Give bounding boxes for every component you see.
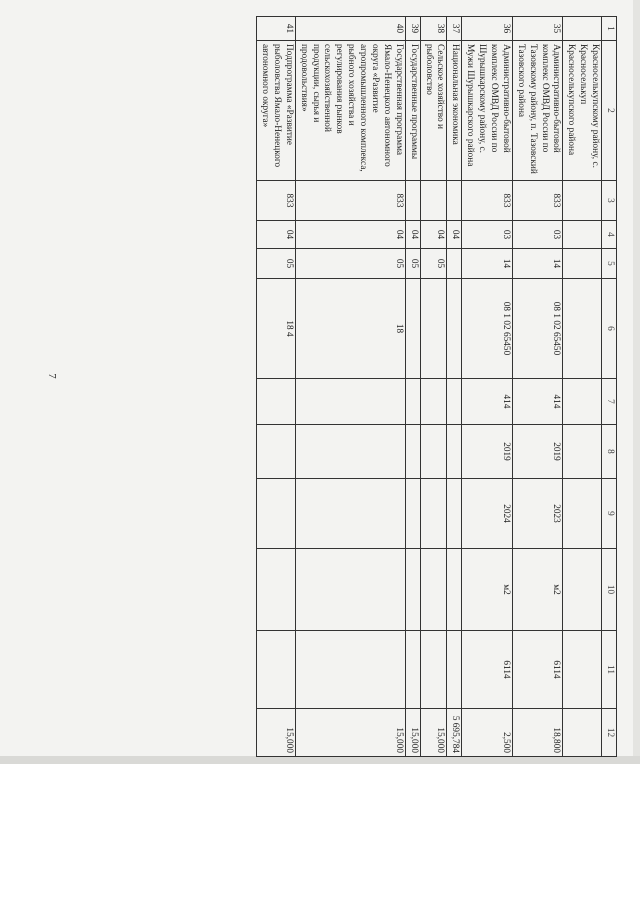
table-cell: 833 bbox=[257, 181, 296, 221]
budget-table bbox=[256, 16, 617, 757]
table-cell: 04 bbox=[420, 221, 447, 249]
row-number-cell: 38 bbox=[420, 17, 447, 41]
scan-edge-right bbox=[633, 0, 640, 762]
table-cell bbox=[405, 479, 420, 549]
table-cell: 18,800 bbox=[512, 709, 563, 757]
table-cell: 05 bbox=[295, 249, 405, 279]
col-header: 7 bbox=[602, 379, 617, 425]
col-header: 9 bbox=[602, 479, 617, 549]
table-cell bbox=[563, 279, 602, 379]
row-number-cell: 36 bbox=[462, 17, 513, 41]
row-number-cell: 40 bbox=[295, 17, 405, 41]
row-name-cell: Административно-бытовой комплекс ОМВД России по Тазовскому району, п. Тазовский Тазовского района bbox=[512, 41, 563, 181]
table-row bbox=[447, 17, 462, 757]
row-number-cell bbox=[563, 17, 602, 41]
table-cell: 15,000 bbox=[257, 709, 296, 757]
row-name-cell: Государственная программа Ямало-Ненецкого автономного округа «Развитие агропромышленного комплекса, рыбного хозяйства и регулирования рынков сельскохозяйственной продукции, сырья и продовольствия» bbox=[295, 41, 405, 181]
row-name-cell: Красноселькупскому району, с. Красноселькуп Красноселькупского района bbox=[563, 41, 602, 181]
scan-edge-bottom bbox=[0, 756, 640, 764]
table-cell: 18 bbox=[295, 279, 405, 379]
row-name-cell: Сельское хозяйство и рыболовство bbox=[420, 41, 447, 181]
table-cell bbox=[405, 181, 420, 221]
table-cell: 2024 bbox=[462, 479, 513, 549]
table-cell: 833 bbox=[512, 181, 563, 221]
table-cell bbox=[563, 221, 602, 249]
table-cell bbox=[257, 479, 296, 549]
table-cell: 08 1 02 65450 bbox=[462, 279, 513, 379]
table-cell bbox=[563, 479, 602, 549]
table-body bbox=[257, 17, 602, 757]
table-cell: 2,500 bbox=[462, 709, 513, 757]
table-cell: м2 bbox=[512, 549, 563, 631]
table-row bbox=[405, 17, 420, 757]
table-cell: 2023 bbox=[512, 479, 563, 549]
table-cell: 833 bbox=[295, 181, 405, 221]
table-row bbox=[257, 17, 296, 757]
table-cell bbox=[563, 425, 602, 479]
table-cell bbox=[420, 479, 447, 549]
page-number: 7 bbox=[45, 373, 58, 379]
table-cell: 18 4 bbox=[257, 279, 296, 379]
col-header: 6 bbox=[602, 279, 617, 379]
col-header: 2 bbox=[602, 41, 617, 181]
row-name-cell: Подпрограмма «Развитие рыболовства Ямало-Ненецкого автономного округа» bbox=[257, 41, 296, 181]
col-header: 8 bbox=[602, 425, 617, 479]
table-cell bbox=[447, 379, 462, 425]
row-number-cell: 39 bbox=[405, 17, 420, 41]
table-cell bbox=[447, 279, 462, 379]
table-cell bbox=[405, 379, 420, 425]
row-number-cell: 41 bbox=[257, 17, 296, 41]
table-cell bbox=[563, 181, 602, 221]
table-cell bbox=[447, 425, 462, 479]
table-cell bbox=[405, 425, 420, 479]
table-cell bbox=[447, 181, 462, 221]
table-cell: 05 bbox=[257, 249, 296, 279]
col-header: 3 bbox=[602, 181, 617, 221]
table-cell bbox=[563, 709, 602, 757]
table-cell: 15,000 bbox=[405, 709, 420, 757]
table-cell: 2019 bbox=[462, 425, 513, 479]
table-cell bbox=[295, 549, 405, 631]
table-cell: 08 1 02 65450 bbox=[512, 279, 563, 379]
table-cell: 04 bbox=[447, 221, 462, 249]
table-cell: 14 bbox=[512, 249, 563, 279]
table-cell bbox=[257, 425, 296, 479]
table-row bbox=[420, 17, 447, 757]
table-cell: 05 bbox=[420, 249, 447, 279]
table-cell bbox=[295, 425, 405, 479]
table-cell bbox=[295, 379, 405, 425]
table-cell bbox=[405, 279, 420, 379]
rotated-table-container bbox=[97, 16, 617, 756]
col-header: 11 bbox=[602, 631, 617, 709]
table-cell bbox=[447, 631, 462, 709]
table-cell: 04 bbox=[405, 221, 420, 249]
row-name-cell: Государственные программы bbox=[405, 41, 420, 181]
table-cell: 14 bbox=[462, 249, 513, 279]
table-cell bbox=[257, 549, 296, 631]
table-cell bbox=[295, 631, 405, 709]
table-cell: 03 bbox=[462, 221, 513, 249]
row-name-cell: Национальная экономика bbox=[447, 41, 462, 181]
table-cell bbox=[563, 249, 602, 279]
table-cell bbox=[447, 249, 462, 279]
table-cell bbox=[257, 631, 296, 709]
table-cell bbox=[405, 549, 420, 631]
table-cell bbox=[420, 549, 447, 631]
table-row bbox=[512, 17, 563, 757]
col-header: 10 bbox=[602, 549, 617, 631]
table-cell: 414 bbox=[462, 379, 513, 425]
table-cell bbox=[405, 631, 420, 709]
col-header: 5 bbox=[602, 249, 617, 279]
header-row bbox=[602, 17, 617, 757]
table-row bbox=[295, 17, 405, 757]
table-row bbox=[462, 17, 513, 757]
row-name-cell: Административно-бытовой комплекс ОМВД России по Шурышкарскому району, с. Мужи Шурышкарского района bbox=[462, 41, 513, 181]
table-cell: 6114 bbox=[512, 631, 563, 709]
table-cell: 04 bbox=[257, 221, 296, 249]
table-cell: 414 bbox=[512, 379, 563, 425]
table-cell: 04 bbox=[295, 221, 405, 249]
col-header: 4 bbox=[602, 221, 617, 249]
table-cell bbox=[563, 631, 602, 709]
row-number-cell: 37 bbox=[447, 17, 462, 41]
table-cell bbox=[295, 479, 405, 549]
table-cell: 833 bbox=[462, 181, 513, 221]
table-cell bbox=[447, 549, 462, 631]
table-cell: 15,000 bbox=[420, 709, 447, 757]
table-cell bbox=[420, 425, 447, 479]
table-cell: 15,000 bbox=[295, 709, 405, 757]
table-cell: 03 bbox=[512, 221, 563, 249]
col-header: 1 bbox=[602, 17, 617, 41]
table-cell: 5 695,784 bbox=[447, 709, 462, 757]
table-cell: 2019 bbox=[512, 425, 563, 479]
table-cell bbox=[420, 181, 447, 221]
table-cell bbox=[420, 379, 447, 425]
table-cell bbox=[447, 479, 462, 549]
table-cell bbox=[563, 379, 602, 425]
table-cell: м2 bbox=[462, 549, 513, 631]
col-header: 12 bbox=[602, 709, 617, 757]
table-cell: 05 bbox=[405, 249, 420, 279]
row-number-cell: 35 bbox=[512, 17, 563, 41]
table-row bbox=[563, 17, 602, 757]
table-cell bbox=[420, 631, 447, 709]
table-cell bbox=[563, 549, 602, 631]
table-cell: 6114 bbox=[462, 631, 513, 709]
table-cell bbox=[257, 379, 296, 425]
table-cell bbox=[420, 279, 447, 379]
